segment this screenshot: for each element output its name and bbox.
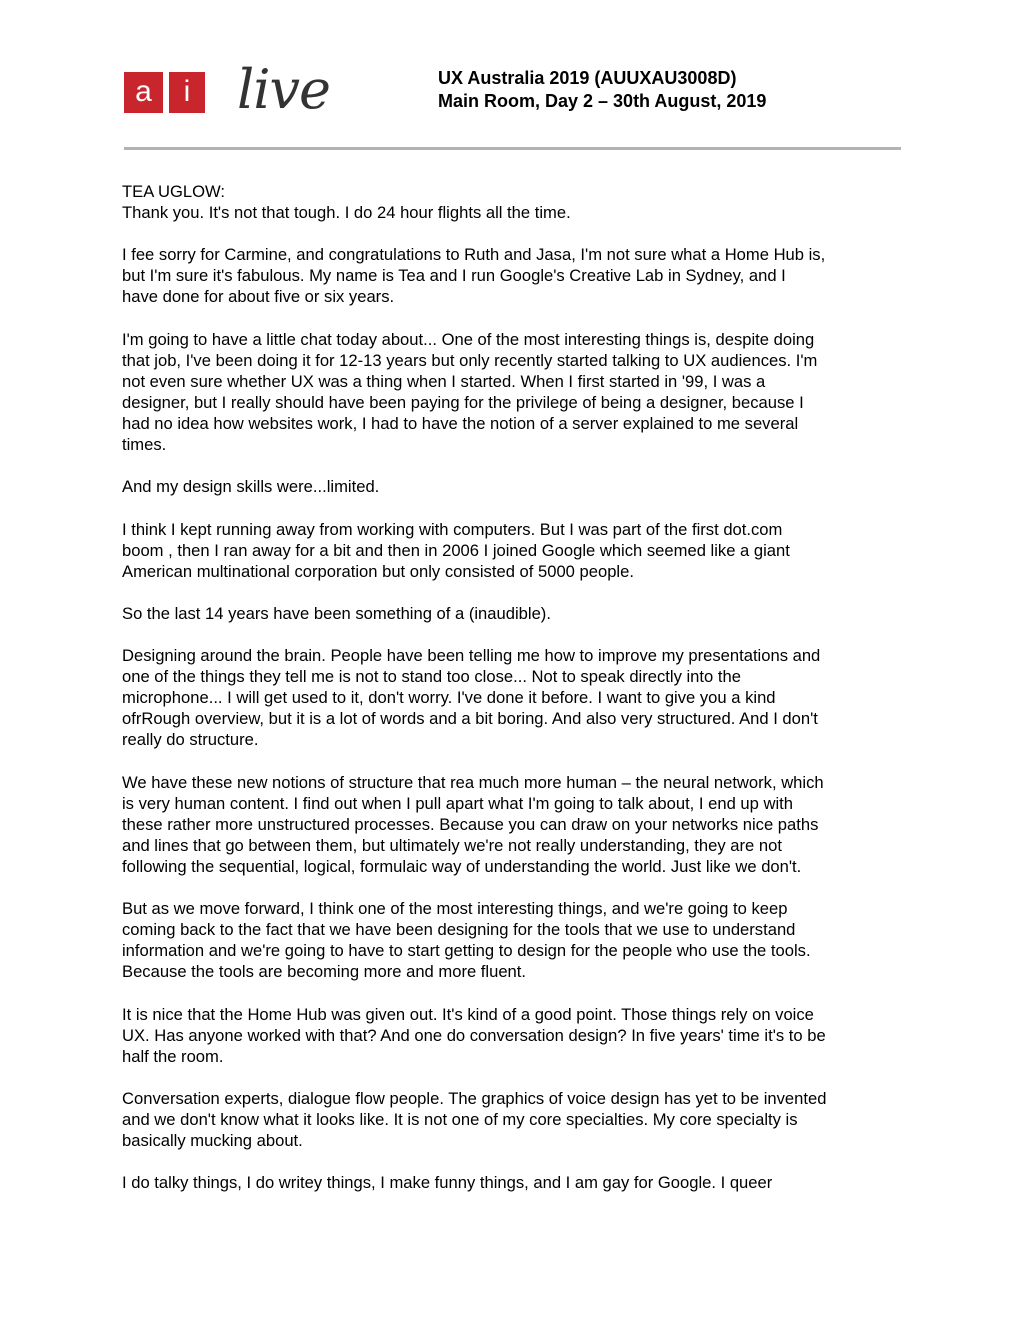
transcript-line: boom , then I ran away for a bit and then in 2006 I joined Google which seemed like a giant <box>122 540 790 560</box>
transcript-line: one of the things they tell me is not to stand too close... Not to speak directly into the <box>122 667 741 687</box>
logo-box-i: i <box>169 72 205 113</box>
transcript-line: Conversation experts, dialogue flow people. The graphics of voice design has yet to be invented <box>122 1089 827 1109</box>
transcript-paragraph <box>122 1004 912 1067</box>
transcript-paragraph <box>122 1088 912 1151</box>
transcript-line: ofrRough overview, but it is a lot of words and a bit boring. And also very structured. And I don't <box>122 709 818 729</box>
transcript-line: had no idea how websites work, I had to have the notion of a server explained to me several <box>122 414 799 434</box>
transcript-line: really do structure. <box>122 730 259 750</box>
transcript-line: but I'm sure it's fabulous. My name is Tea and I run Google's Creative Lab in Sydney, and I <box>122 266 786 286</box>
transcript-line: UX. Has anyone worked with that? And one do conversation design? In five years' time it's to be <box>122 1025 826 1045</box>
transcript-line: is very human content. I find out when I pull apart what I'm going to talk about, I end up with <box>122 793 793 813</box>
transcript-line: I think I kept running away from working with computers. But I was part of the first dot.com <box>122 519 783 539</box>
transcript-paragraph <box>122 898 912 982</box>
transcript-line: basically mucking about. <box>122 1131 303 1151</box>
transcript-line: We have these new notions of structure that rea much more human – the neural network, which <box>122 772 824 792</box>
transcript-paragraph <box>122 476 912 497</box>
header-divider <box>124 147 901 150</box>
transcript-line: I fee sorry for Carmine, and congratulations to Ruth and Jasa, I'm not sure what a Home Hub is, <box>122 245 826 265</box>
transcript-paragraph <box>122 772 912 877</box>
event-title: UX Australia 2019 (AUUXAU3008D) <box>438 68 737 88</box>
transcript-line: American multinational corporation but only consisted of 5000 people. <box>122 561 634 581</box>
transcript-paragraph <box>122 645 912 750</box>
logo-box-a: a <box>124 72 163 113</box>
document-header <box>438 67 766 113</box>
transcript-line: and lines that go between them, but ultimately we're not really understanding, they are not <box>122 835 782 855</box>
transcript-line: So the last 14 years have been something of a (inaudible). <box>122 603 551 623</box>
transcript-line: TEA UGLOW: <box>122 182 225 201</box>
transcript-line: And my design skills were...limited. <box>122 477 380 497</box>
transcript-line: designer, but I really should have been paying for the privilege of being a designer, because I <box>122 392 804 412</box>
transcript-line: half the room. <box>122 1046 224 1066</box>
transcript-line: Designing around the brain. People have been telling me how to improve my presentations and <box>122 646 821 666</box>
logo-live-text: live <box>237 58 331 121</box>
transcript-line: these rather more unstructured processes. Because you can draw on your networks nice paths <box>122 814 819 834</box>
transcript-line: times. <box>122 435 167 455</box>
transcript-line: But as we move forward, I think one of the most interesting things, and we're going to keep <box>122 899 788 919</box>
transcript-line: information and we're going to have to start getting to design for the people who use the tools. <box>122 941 811 961</box>
transcript-line: Because the tools are becoming more and more fluent. <box>122 962 527 982</box>
transcript-paragraph <box>122 181 912 223</box>
ai-live-logo <box>124 58 344 128</box>
transcript-line: I do talky things, I do writey things, I make funny things, and I am gay for Google. I queer <box>122 1173 773 1193</box>
transcript-line: that job, I've been doing it for 12-13 years but only recently started talking to UX audiences. I'm <box>122 350 818 370</box>
transcript-line: It is nice that the Home Hub was given out. It's kind of a good point. Those things rely on voice <box>122 1004 814 1024</box>
transcript-body <box>122 181 912 1215</box>
transcript-line: following the sequential, logical, formulaic way of understanding the world. Just like we don't. <box>122 857 802 876</box>
transcript-paragraph <box>122 329 912 456</box>
transcript-line: coming back to the fact that we have been designing for the tools that we use to understand <box>122 920 796 940</box>
transcript-line: have done for about five or six years. <box>122 287 395 307</box>
transcript-paragraph <box>122 519 912 582</box>
transcript-line: Thank you. It's not that tough. I do 24 hour flights all the time. <box>122 203 571 223</box>
transcript-line: I'm going to have a little chat today about... One of the most interesting things is, despite doing <box>122 329 815 349</box>
transcript-line: microphone... I will get used to it, don't worry. I've done it before. I want to give you a kind <box>122 688 776 708</box>
transcript-line: and we don't know what it looks like. It is not one of my core specialties. My core specialty is <box>122 1110 798 1130</box>
session-info: Main Room, Day 2 – 30th August, 2019 <box>438 91 767 111</box>
transcript-paragraph <box>122 244 912 307</box>
transcript-paragraph <box>122 603 912 624</box>
transcript-line: not even sure whether UX was a thing when I started. When I first started in '99, I was a <box>122 371 766 391</box>
transcript-paragraph <box>122 1172 912 1193</box>
